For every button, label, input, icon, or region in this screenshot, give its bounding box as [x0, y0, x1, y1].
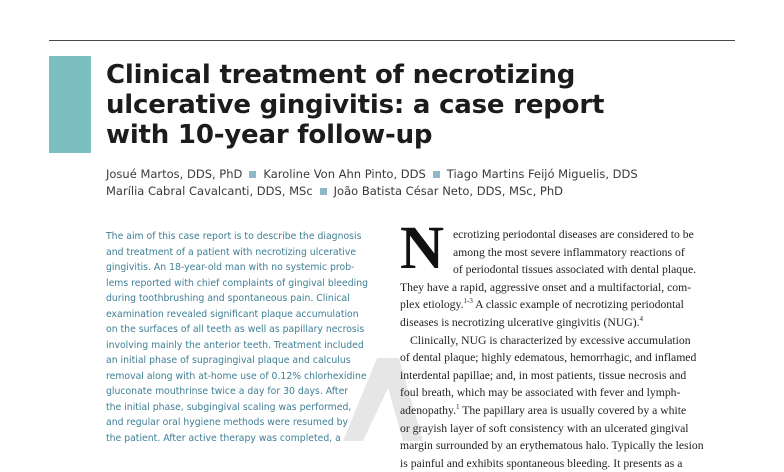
- abstract-line: on the surfaces of all teeth as well as papillary necrosis: [106, 324, 365, 335]
- body-text: [400, 226, 735, 472]
- author-name: Tiago Martins Feijó Miguelis, DDS: [446, 167, 638, 181]
- body-line: Clinically, NUG is characterized by excessive accumulation: [410, 333, 691, 347]
- body-line: among the most severe inflammatory reactions of: [453, 245, 685, 259]
- body-text-segment: The papillary area is usually covered by a white: [459, 403, 687, 417]
- author-name: Karoline Von Ahn Pinto, DDS: [263, 167, 426, 181]
- citation-ref: 4: [639, 315, 644, 324]
- author-name: João Batista César Neto, DDS, MSc, PhD: [333, 184, 563, 198]
- abstract-line: removal along with at-home use of 0.12% chlorhexidine: [106, 370, 367, 382]
- abstract-line: and treatment of a patient with necrotizing ulcerative: [106, 246, 357, 258]
- body-text-segment: adenopathy.: [400, 403, 457, 417]
- author-separator-square: [433, 171, 440, 178]
- abstract-line: lems reported with chief complaints of gingival bleeding: [106, 277, 369, 289]
- author-line: [106, 183, 746, 200]
- title-line: ulcerative gingivitis: a case report: [106, 90, 605, 120]
- abstract-line: The aim of this case report is to describe the diagnosis: [106, 231, 362, 242]
- abstract-line: gluconate mouthrinse twice a day for 30 days. After: [106, 386, 349, 397]
- body-line: They have a rapid, aggressive onset and a multifactorial, com-: [400, 280, 692, 294]
- body-line: foul breath, which may be associated with fever and lymph-: [400, 386, 681, 400]
- body-text-segment: A classic example of necrotizing periodontal: [472, 298, 684, 312]
- author-separator-square: [320, 188, 327, 195]
- top-rule: [49, 40, 735, 41]
- title-line: Clinical treatment of necrotizing: [106, 60, 576, 90]
- abstract-line: involving mainly the anterior teeth. Treatment included: [106, 339, 364, 351]
- title-accent-bar: [49, 56, 91, 153]
- author-name: Marília Cabral Cavalcanti, DDS, MSc: [106, 184, 313, 198]
- body-line: or grayish layer of soft consistency with an ulcerated gingival: [400, 421, 689, 435]
- author-separator-square: [249, 171, 256, 178]
- body-line: [400, 314, 735, 332]
- body-line: is painful and exhibits spontaneous bleeding. It presents as a: [400, 456, 683, 470]
- body-text-segment: diseases is necrotizing ulcerative gingivitis (NUG).: [400, 315, 640, 329]
- body-line: [400, 402, 735, 420]
- body-line: [400, 296, 735, 314]
- abstract-line: gingivitis. An 18-year-old man with no systemic prob-: [106, 262, 355, 273]
- author-name: Josué Martos, DDS, PhD: [106, 167, 243, 181]
- abstract-line: examination revealed significant plaque accumulation: [106, 308, 359, 320]
- citation-ref: 1: [456, 403, 460, 412]
- abstract-line: the initial phase, subgingival scaling was performed,: [106, 401, 352, 413]
- drop-cap: N: [400, 215, 445, 282]
- author-list: [106, 166, 746, 200]
- title-line: with 10-year follow-up: [106, 120, 433, 150]
- abstract-line: the patient. After active therapy was completed, a: [106, 432, 341, 444]
- author-line: [106, 166, 746, 183]
- citation-ref: 1-3: [463, 297, 473, 306]
- article-title: [106, 60, 746, 150]
- body-line: ecrotizing periodontal diseases are considered to be: [453, 228, 694, 241]
- body-line: margin surrounded by an erythematous halo. Typically the lesion: [400, 439, 704, 453]
- body-text-segment: plex etiology.: [400, 298, 464, 312]
- abstract: [106, 229, 378, 446]
- abstract-line: an initial phase of supragingival plaque and calculus: [106, 355, 351, 366]
- body-line: interdental papillae; and, in most patients, tissue necrosis and: [400, 368, 687, 382]
- body-line: of dental plaque; highly edematous, hemorrhagic, and inflamed: [400, 351, 697, 365]
- body-line: of periodontal tissues associated with dental plaque.: [453, 263, 697, 277]
- abstract-line: during toothbrushing and spontaneous pain. Clinical: [106, 293, 350, 304]
- abstract-line: and regular oral hygiene methods were resumed by: [106, 417, 348, 428]
